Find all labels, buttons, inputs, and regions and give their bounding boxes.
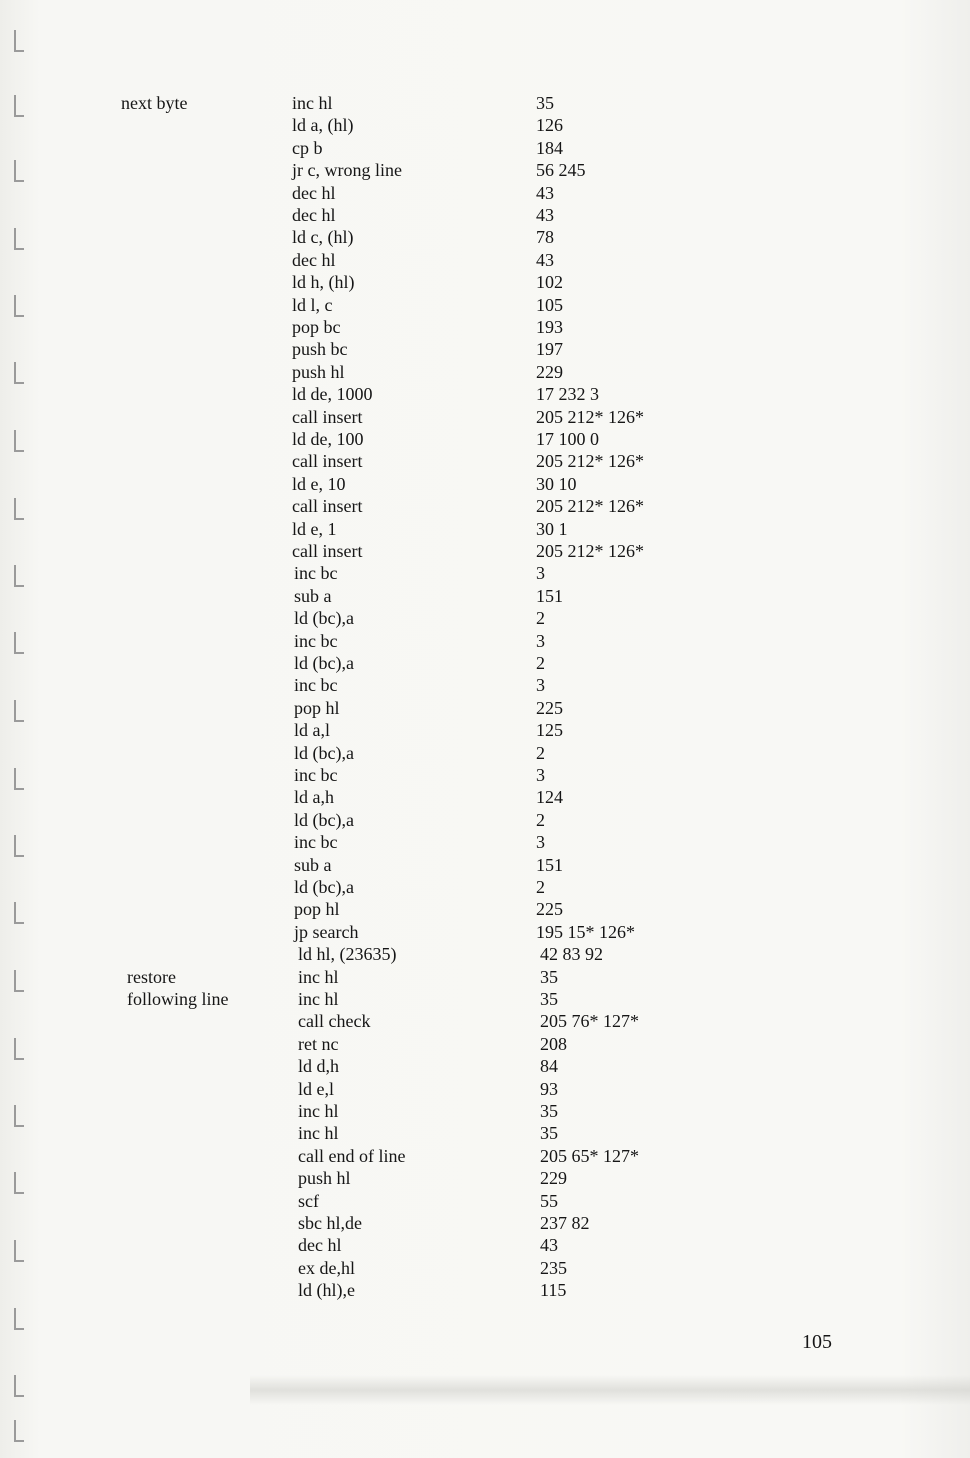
instruction-line: cp b <box>292 137 323 158</box>
machine-code-line: 30 1 <box>536 518 568 539</box>
machine-code-line: 124 <box>536 787 563 808</box>
machine-code-line: 56 245 <box>536 160 586 181</box>
machine-code-line: 151 <box>536 854 563 875</box>
machine-code-line: 205 212* 126* <box>536 406 644 427</box>
machine-code-line: 2 <box>536 653 545 673</box>
instruction-line: call insert <box>292 451 363 472</box>
instruction-line: ld (bc),a <box>294 608 354 629</box>
instruction-line: push hl <box>292 361 345 382</box>
instruction-line: ld l, c <box>292 294 333 315</box>
instruction-line: inc bc <box>294 832 338 853</box>
binding-hole <box>14 498 24 520</box>
binding-hole <box>14 30 24 52</box>
instruction-line: dec hl <box>292 249 336 270</box>
binding-hole <box>14 160 24 182</box>
machine-code-line: 115 <box>540 1280 567 1301</box>
binding-hole <box>14 835 24 857</box>
instruction-line: pop hl <box>294 697 340 718</box>
instruction-line: ld de, 1000 <box>292 384 373 405</box>
binding-hole <box>14 1308 24 1330</box>
binding-hole <box>14 430 24 452</box>
binding-hole <box>14 902 24 924</box>
instruction-line: ld c, (hl) <box>292 227 354 248</box>
machine-code-line: 3 <box>536 675 545 696</box>
instruction-line: ld (bc),a <box>294 809 354 830</box>
machine-code-line: 205 212* 126* <box>536 496 644 517</box>
instruction-line: ret nc <box>298 1033 339 1054</box>
machine-code-line: 2 <box>536 742 545 763</box>
machine-code-line: 3 <box>536 630 545 651</box>
machine-code-line: 35 <box>536 93 554 113</box>
instruction-line: dec hl <box>292 182 336 203</box>
instruction-line: inc hl <box>298 966 339 987</box>
instruction-line: ex de,hl <box>298 1257 355 1278</box>
instruction-line: ld h, (hl) <box>292 272 355 293</box>
binding-hole <box>14 362 24 384</box>
machine-code-line: 208 <box>540 1033 567 1054</box>
machine-code-line: 2 <box>536 877 545 897</box>
instruction-line: sub a <box>294 854 332 875</box>
machine-code-line: 229 <box>540 1168 567 1189</box>
machine-code-line: 184 <box>536 137 563 158</box>
binding-hole <box>14 1420 24 1442</box>
instruction-line: ld e,l <box>298 1078 334 1099</box>
machine-code-line: 17 232 3 <box>536 384 599 405</box>
machine-code-line: 235 <box>540 1257 567 1278</box>
instruction-line: scf <box>298 1190 319 1211</box>
binding-hole <box>14 95 24 117</box>
instruction-line: inc bc <box>294 675 338 696</box>
machine-code-line: 205 212* 126* <box>536 541 644 561</box>
instruction-line: inc hl <box>298 1123 339 1144</box>
page-number: 105 <box>802 1331 832 1353</box>
machine-code-line: 43 <box>536 249 554 270</box>
instruction-line: inc bc <box>294 765 338 785</box>
instruction-line: call insert <box>292 541 363 561</box>
machine-code-line: 151 <box>536 585 563 606</box>
instruction-line: ld a,l <box>294 720 330 741</box>
machine-code-line: 3 <box>536 563 545 584</box>
machine-code-line: 43 <box>540 1235 558 1256</box>
machine-code-line: 3 <box>536 832 545 853</box>
instruction-line: push bc <box>292 339 348 360</box>
instruction-line: call check <box>298 1011 371 1032</box>
routine-label: restore <box>127 966 176 987</box>
binding-hole <box>14 970 24 992</box>
machine-code-line: 78 <box>536 227 554 248</box>
instruction-line: ld a,h <box>294 787 334 808</box>
instruction-line: ld (bc),a <box>294 653 354 673</box>
machine-code-line: 2 <box>536 608 545 629</box>
instruction-line: inc hl <box>298 989 339 1009</box>
instruction-line: dec hl <box>298 1235 342 1256</box>
instruction-line: inc bc <box>294 630 338 651</box>
binding-hole <box>14 295 24 317</box>
machine-code-line: 193 <box>536 317 563 337</box>
machine-code-line: 126 <box>536 115 563 136</box>
instruction-line: inc hl <box>292 93 333 113</box>
machine-code-line: 55 <box>540 1190 558 1211</box>
binding-hole <box>14 1105 24 1127</box>
scan-shadow <box>250 1375 970 1405</box>
instruction-line: jp search <box>294 921 359 942</box>
binding-hole <box>14 700 24 722</box>
instruction-line: sbc hl,de <box>298 1213 362 1233</box>
binding-hole <box>14 1240 24 1262</box>
instruction-line: inc hl <box>298 1101 339 1121</box>
machine-code-line: 205 65* 127* <box>540 1145 639 1166</box>
instruction-line: call insert <box>292 406 363 427</box>
instruction-line: ld hl, (23635) <box>298 944 397 965</box>
instruction-line: ld e, 1 <box>292 518 337 539</box>
instruction-line: ld (hl),e <box>298 1280 355 1301</box>
instruction-line: jr c, wrong line <box>292 160 402 181</box>
routine-label: next byte <box>121 93 188 113</box>
instruction-line: ld (bc),a <box>294 742 354 763</box>
machine-code-line: 84 <box>540 1056 558 1077</box>
machine-code-line: 35 <box>540 1101 558 1121</box>
instruction-line: ld d,h <box>298 1056 340 1077</box>
machine-code-line: 205 212* 126* <box>536 451 644 472</box>
machine-code-line: 35 <box>540 966 558 987</box>
machine-code-line: 43 <box>536 205 554 225</box>
instruction-line: call end of line <box>298 1145 406 1166</box>
machine-code-line: 225 <box>536 697 563 718</box>
binding-hole <box>14 228 24 250</box>
machine-code-line: 35 <box>540 1123 558 1144</box>
machine-code-line: 195 15* 126* <box>536 921 635 942</box>
machine-code-line: 3 <box>536 765 545 785</box>
machine-code-line: 43 <box>536 182 554 203</box>
binding-hole <box>14 565 24 587</box>
instruction-line: ld de, 100 <box>292 429 364 449</box>
machine-code-line: 42 83 92 <box>540 944 603 965</box>
machine-code-line: 30 10 <box>536 473 577 494</box>
machine-code-line: 93 <box>540 1078 558 1099</box>
machine-code-line: 35 <box>540 989 558 1009</box>
instruction-line: ld e, 10 <box>292 473 346 494</box>
spiral-binding <box>0 0 40 1458</box>
machine-code-line: 205 76* 127* <box>540 1011 639 1032</box>
instruction-line: call insert <box>292 496 363 517</box>
machine-code-line: 2 <box>536 809 545 830</box>
binding-hole <box>14 632 24 654</box>
binding-hole <box>14 1038 24 1060</box>
binding-hole <box>14 1375 24 1397</box>
instruction-line: ld a, (hl) <box>292 115 354 136</box>
machine-code-line: 225 <box>536 899 563 920</box>
instruction-line: dec hl <box>292 205 336 225</box>
machine-code-line: 237 82 <box>540 1213 590 1233</box>
machine-code-line: 102 <box>536 272 563 293</box>
instruction-line: sub a <box>294 585 332 606</box>
machine-code-line: 105 <box>536 294 563 315</box>
binding-hole <box>14 1172 24 1194</box>
machine-code-line: 125 <box>536 720 563 741</box>
instruction-line: ld (bc),a <box>294 877 354 897</box>
machine-code-line: 197 <box>536 339 563 360</box>
machine-code-line: 229 <box>536 361 563 382</box>
routine-label: following line <box>127 989 229 1009</box>
instruction-line: push hl <box>298 1168 351 1189</box>
instruction-line: pop hl <box>294 899 340 920</box>
instruction-line: pop bc <box>292 317 341 337</box>
instruction-line: inc bc <box>294 563 338 584</box>
binding-hole <box>14 768 24 790</box>
machine-code-line: 17 100 0 <box>536 429 599 449</box>
